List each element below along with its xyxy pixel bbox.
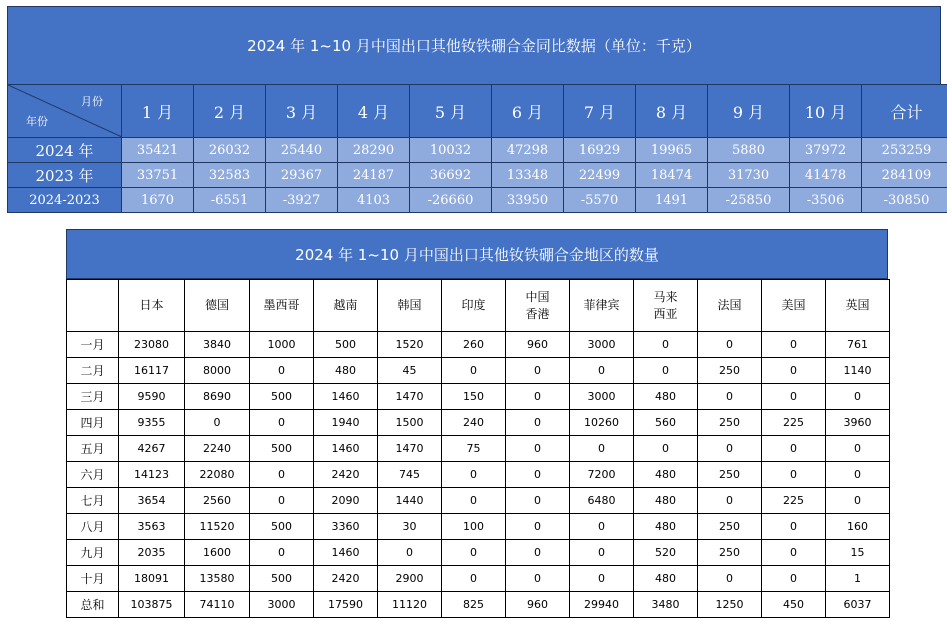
region-data-row [67, 410, 890, 436]
data-cell: 7200 [570, 462, 634, 488]
data-cell: 0 [570, 358, 634, 384]
region-header-line: 法国 [717, 298, 742, 312]
region-data-row [67, 514, 890, 540]
data-cell: 28290 [338, 138, 410, 163]
data-cell: 0 [762, 384, 826, 410]
data-cell: 480 [634, 514, 698, 540]
data-cell: 2090 [314, 488, 378, 514]
data-cell: 0 [570, 566, 634, 592]
region-column-header [506, 280, 570, 332]
data-cell: 0 [570, 514, 634, 540]
data-cell: 0 [506, 410, 570, 436]
month-label: 十月 [67, 566, 119, 592]
data-cell: 480 [314, 358, 378, 384]
data-cell: 18474 [636, 163, 708, 188]
data-cell: 0 [634, 358, 698, 384]
data-cell: 825 [442, 592, 506, 618]
data-cell: 29367 [266, 163, 338, 188]
data-cell: 480 [634, 566, 698, 592]
data-cell: 250 [698, 514, 762, 540]
data-cell: 19965 [636, 138, 708, 163]
data-cell: 0 [250, 410, 314, 436]
data-cell: 13580 [185, 566, 250, 592]
region-data-row [67, 488, 890, 514]
column-header: 1 月 [122, 85, 194, 138]
data-cell: 0 [506, 514, 570, 540]
data-cell: 480 [634, 384, 698, 410]
data-cell: 23080 [119, 332, 185, 358]
data-cell: 24187 [338, 163, 410, 188]
yoy-data-row [8, 188, 947, 213]
data-cell: 75 [442, 436, 506, 462]
region-header-row [67, 280, 890, 332]
data-cell: 1460 [314, 540, 378, 566]
region-data-row [67, 332, 890, 358]
data-cell: 0 [762, 358, 826, 384]
region-column-header [826, 280, 890, 332]
data-cell: 0 [506, 566, 570, 592]
data-cell: 32583 [194, 163, 266, 188]
data-cell: -26660 [410, 188, 492, 213]
data-cell: 450 [762, 592, 826, 618]
yoy-table [7, 6, 941, 213]
data-cell: 240 [442, 410, 506, 436]
data-cell: 3563 [119, 514, 185, 540]
column-header: 7 月 [564, 85, 636, 138]
data-cell: 0 [442, 488, 506, 514]
data-cell: 26032 [194, 138, 266, 163]
region-column-header [570, 280, 634, 332]
data-cell: 150 [442, 384, 506, 410]
data-cell: 0 [762, 514, 826, 540]
data-cell: 3654 [119, 488, 185, 514]
data-cell: 2420 [314, 462, 378, 488]
data-cell: 4103 [338, 188, 410, 213]
data-cell: 0 [506, 384, 570, 410]
data-cell: 0 [826, 488, 890, 514]
data-cell: 1460 [314, 384, 378, 410]
data-cell: 480 [634, 462, 698, 488]
data-cell: 11120 [378, 592, 442, 618]
data-cell: 0 [185, 410, 250, 436]
data-cell: 3000 [570, 384, 634, 410]
data-cell: 16117 [119, 358, 185, 384]
data-cell: 0 [826, 462, 890, 488]
data-cell: 0 [634, 332, 698, 358]
data-cell: 0 [762, 566, 826, 592]
data-cell: 0 [826, 436, 890, 462]
data-cell: 22499 [564, 163, 636, 188]
region-header-line: 菲律宾 [583, 298, 620, 312]
data-cell: 0 [250, 358, 314, 384]
data-cell: 4267 [119, 436, 185, 462]
data-cell: 0 [250, 488, 314, 514]
region-table-title: 2024 年 1~10 月中国出口其他钕铁硼合金地区的数量 [66, 229, 888, 279]
data-cell: 0 [698, 436, 762, 462]
data-cell: 0 [762, 332, 826, 358]
data-cell: -30850 [862, 188, 947, 213]
data-cell: 500 [314, 332, 378, 358]
data-cell: 500 [250, 566, 314, 592]
region-data-row [67, 566, 890, 592]
corner-cell [67, 280, 119, 332]
data-cell: 0 [826, 384, 890, 410]
data-cell: 0 [698, 332, 762, 358]
region-column-header [314, 280, 378, 332]
data-cell: 480 [634, 488, 698, 514]
column-header: 4 月 [338, 85, 410, 138]
data-cell: 5880 [708, 138, 790, 163]
data-cell: 1 [826, 566, 890, 592]
data-cell: 2420 [314, 566, 378, 592]
data-cell: 500 [250, 514, 314, 540]
data-cell: 960 [506, 332, 570, 358]
data-cell: 10032 [410, 138, 492, 163]
column-header: 6 月 [492, 85, 564, 138]
data-cell: 0 [506, 358, 570, 384]
data-cell: 0 [506, 540, 570, 566]
corner-month-label: 月份 [81, 95, 103, 108]
data-cell: 1470 [378, 384, 442, 410]
data-cell: 0 [634, 436, 698, 462]
data-cell: 3000 [250, 592, 314, 618]
data-cell: 0 [506, 462, 570, 488]
corner-year-label: 年份 [26, 115, 48, 128]
data-cell: -3506 [790, 188, 862, 213]
data-cell: 225 [762, 410, 826, 436]
month-label: 二月 [67, 358, 119, 384]
data-cell: 9590 [119, 384, 185, 410]
data-cell: 745 [378, 462, 442, 488]
data-cell: 0 [570, 436, 634, 462]
data-cell: 2035 [119, 540, 185, 566]
data-cell: 0 [698, 566, 762, 592]
data-cell: 0 [250, 462, 314, 488]
data-cell: 11520 [185, 514, 250, 540]
data-cell: 0 [762, 540, 826, 566]
data-cell: 9355 [119, 410, 185, 436]
region-header-line: 香港 [525, 306, 550, 321]
data-cell: 0 [442, 358, 506, 384]
data-cell: 6037 [826, 592, 890, 618]
data-cell: 100 [442, 514, 506, 540]
data-cell: 0 [762, 462, 826, 488]
data-cell: 18091 [119, 566, 185, 592]
region-column-header [250, 280, 314, 332]
data-cell: 22080 [185, 462, 250, 488]
data-cell: 1140 [826, 358, 890, 384]
region-column-header [378, 280, 442, 332]
region-header-line: 西亚 [653, 306, 678, 321]
region-header-line: 马来 [653, 289, 678, 304]
data-cell: 225 [762, 488, 826, 514]
data-cell: 45 [378, 358, 442, 384]
data-cell: 0 [442, 540, 506, 566]
data-cell: 3480 [634, 592, 698, 618]
region-column-header [119, 280, 185, 332]
region-data-row [67, 358, 890, 384]
data-cell: 1470 [378, 436, 442, 462]
data-cell: 41478 [790, 163, 862, 188]
data-cell: 15 [826, 540, 890, 566]
data-cell: 520 [634, 540, 698, 566]
data-cell: 36692 [410, 163, 492, 188]
data-cell: 960 [506, 592, 570, 618]
data-cell: 1491 [636, 188, 708, 213]
region-column-header [698, 280, 762, 332]
data-cell: 253259 [862, 138, 947, 163]
data-cell: 250 [698, 410, 762, 436]
data-cell: 2900 [378, 566, 442, 592]
column-header: 5 月 [410, 85, 492, 138]
data-cell: 500 [250, 436, 314, 462]
data-cell: 17590 [314, 592, 378, 618]
data-cell: 1520 [378, 332, 442, 358]
region-header-line: 墨西哥 [263, 298, 300, 312]
data-cell: 47298 [492, 138, 564, 163]
data-cell: 13348 [492, 163, 564, 188]
region-table [66, 229, 888, 618]
data-cell: 16929 [564, 138, 636, 163]
column-header: 8 月 [636, 85, 708, 138]
data-cell: 1000 [250, 332, 314, 358]
region-header-line: 越南 [333, 298, 358, 312]
data-cell: 29940 [570, 592, 634, 618]
month-label: 六月 [67, 462, 119, 488]
data-cell: -25850 [708, 188, 790, 213]
data-cell: 250 [698, 540, 762, 566]
data-cell: 1940 [314, 410, 378, 436]
region-column-header [634, 280, 698, 332]
data-cell: 0 [506, 436, 570, 462]
data-cell: 35421 [122, 138, 194, 163]
corner-cell [8, 85, 122, 138]
yoy-table-title: 2024 年 1~10 月中国出口其他钕铁硼合金同比数据（单位：千克） [7, 6, 941, 85]
month-label: 七月 [67, 488, 119, 514]
data-cell: 33751 [122, 163, 194, 188]
region-data-row [67, 436, 890, 462]
data-cell: 10260 [570, 410, 634, 436]
data-cell: 284109 [862, 163, 947, 188]
data-cell: 33950 [492, 188, 564, 213]
column-header: 3 月 [266, 85, 338, 138]
data-cell: 0 [698, 384, 762, 410]
month-label: 一月 [67, 332, 119, 358]
data-cell: 3360 [314, 514, 378, 540]
region-column-header [762, 280, 826, 332]
data-cell: 1500 [378, 410, 442, 436]
data-cell: 2560 [185, 488, 250, 514]
data-cell: 260 [442, 332, 506, 358]
data-cell: 37972 [790, 138, 862, 163]
month-label: 八月 [67, 514, 119, 540]
column-header: 2 月 [194, 85, 266, 138]
row-label: 2024-2023 [8, 188, 122, 213]
corner-diagonal [8, 85, 122, 137]
data-cell: 14123 [119, 462, 185, 488]
column-header: 10 月 [790, 85, 862, 138]
data-cell: 31730 [708, 163, 790, 188]
data-cell: -5570 [564, 188, 636, 213]
data-cell: 1440 [378, 488, 442, 514]
data-cell: 74110 [185, 592, 250, 618]
month-label: 五月 [67, 436, 119, 462]
data-cell: -3927 [266, 188, 338, 213]
data-cell: 103875 [119, 592, 185, 618]
data-cell: 1600 [185, 540, 250, 566]
region-header-line: 韩国 [397, 298, 422, 312]
region-data-row [67, 384, 890, 410]
region-header-line: 印度 [461, 298, 486, 312]
region-data-row [67, 462, 890, 488]
region-column-header [442, 280, 506, 332]
region-data-row [67, 592, 890, 618]
data-cell: 0 [506, 488, 570, 514]
region-data-row [67, 540, 890, 566]
yoy-header-row [8, 85, 947, 138]
column-header-total: 合计 [862, 85, 947, 138]
data-cell: 0 [698, 488, 762, 514]
yoy-data-row [8, 138, 947, 163]
month-label: 总和 [67, 592, 119, 618]
row-label: 2024 年 [8, 138, 122, 163]
data-cell: 0 [378, 540, 442, 566]
data-cell: 0 [442, 566, 506, 592]
region-header-line: 德国 [204, 298, 229, 312]
data-cell: 25440 [266, 138, 338, 163]
data-cell: 1250 [698, 592, 762, 618]
data-cell: 2240 [185, 436, 250, 462]
data-cell: 30 [378, 514, 442, 540]
month-label: 三月 [67, 384, 119, 410]
month-label: 四月 [67, 410, 119, 436]
data-cell: 0 [250, 540, 314, 566]
region-header-line: 英国 [845, 298, 870, 312]
region-header-line: 中国 [525, 289, 550, 304]
data-cell: 560 [634, 410, 698, 436]
data-cell: 250 [698, 462, 762, 488]
data-cell: 1670 [122, 188, 194, 213]
data-cell: 0 [442, 462, 506, 488]
data-cell: 6480 [570, 488, 634, 514]
row-label: 2023 年 [8, 163, 122, 188]
column-header: 9 月 [708, 85, 790, 138]
data-cell: 3840 [185, 332, 250, 358]
data-cell: 0 [762, 436, 826, 462]
data-cell: 3000 [570, 332, 634, 358]
data-cell: 250 [698, 358, 762, 384]
data-cell: 8000 [185, 358, 250, 384]
region-header-line: 美国 [781, 298, 806, 312]
data-cell: 160 [826, 514, 890, 540]
region-column-header [185, 280, 250, 332]
yoy-data-row [8, 163, 947, 188]
data-cell: -6551 [194, 188, 266, 213]
data-cell: 3960 [826, 410, 890, 436]
data-cell: 500 [250, 384, 314, 410]
data-cell: 761 [826, 332, 890, 358]
month-label: 九月 [67, 540, 119, 566]
data-cell: 1460 [314, 436, 378, 462]
data-cell: 8690 [185, 384, 250, 410]
region-header-line: 日本 [139, 298, 164, 312]
data-cell: 0 [570, 540, 634, 566]
